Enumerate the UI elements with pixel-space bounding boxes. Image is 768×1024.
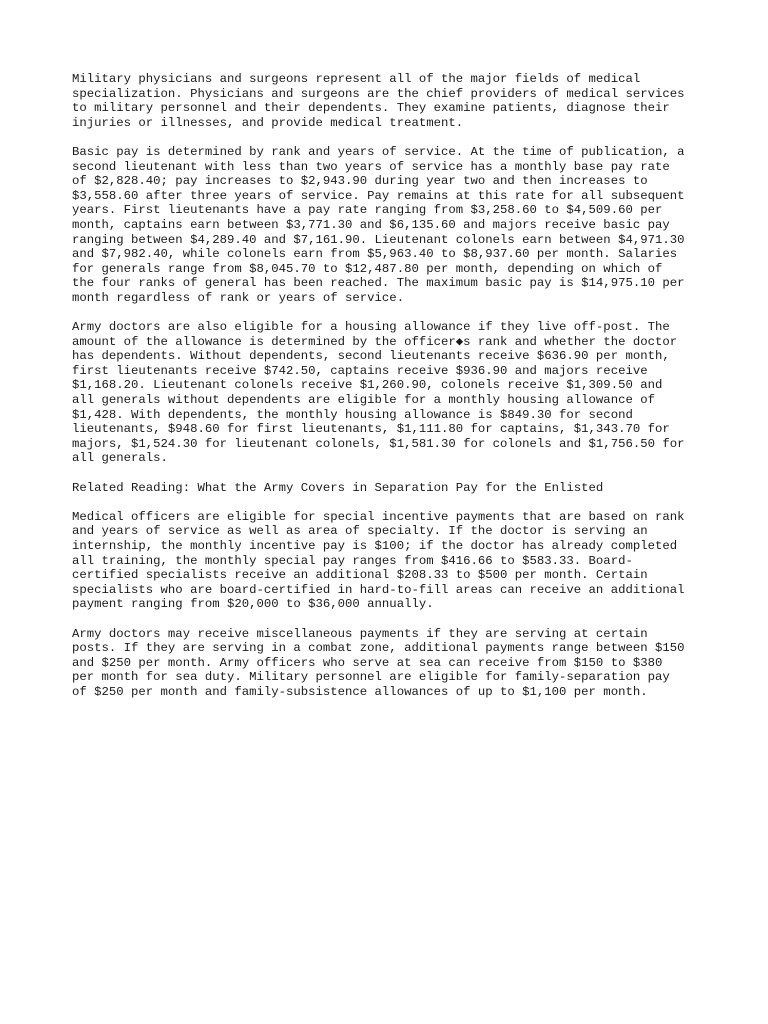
paragraph-miscellaneous-pay: Army doctors may receive miscellaneous payments if they are serving at certain posts. If they are serving in a combat zone, additional payments range between $150 and $250 per month. Army officers who serve at sea can receive from $150 to $380 per month for sea duty. Military personnel are eligible for family-separation pay of $250 per month and family-subsistence allowances of up to $1,100 per month. <box>72 626 685 699</box>
paragraph-housing-allowance: Army doctors are also eligible for a housing allowance if they live off-post. The amount of the allowance is determined by the officer◆s rank and whether the doctor has dependents. Without dependents, second lieutenants receive $636.90 per month, first lieutenants receive $742.50, captains receive $936.90 and majors receive $1,168.20. Lieutenant colonels receive $1,260.90, colonels receive $1,309.50 and all generals without dependents are eligible for a monthly housing allowance of $1,428. With dependents, the monthly housing allowance is $849.30 for second lieutenants, $948.60 for first lieutenants, $1,111.80 for captains, $1,343.70 for majors, $1,524.30 for lieutenant colonels, $1,581.30 for colonels and $1,756.50 for all generals. <box>72 320 685 466</box>
paragraph-incentive-pay: Medical officers are eligible for special incentive payments that are based on rank and years of service as well as area of specialty. If the doctor is serving an internship, the monthly incentive pay is $100; if the doctor has already completed all training, the monthly special pay ranges from $416.66 to $583.33. Board- certified specialists receive an additional $208.33 to $500 per month. Certain specialists who are board-certified in hard-to-fill areas can receive an additional payment ranging from $20,000 to $36,000 annually. <box>72 509 685 612</box>
paragraph-intro: Military physicians and surgeons represent all of the major fields of medical specialization. Physicians and surgeons are the chief providers of medical services to military personnel and their dependents. They examine patients, diagnose their injuries or illnesses, and provide medical treatment. <box>72 72 685 130</box>
related-reading: Related Reading: What the Army Covers in Separation Pay for the Enlisted <box>72 480 604 495</box>
document-body <box>72 72 702 714</box>
paragraph-basic-pay: Basic pay is determined by rank and years of service. At the time of publication, a second lieutenant with less than two years of service has a monthly base pay rate of $2,828.40; pay increases to $2,943.90 during year two and then increases to $3,558.60 after three years of service. Pay remains at this rate for all subsequent years. First lieutenants have a pay rate ranging from $3,258.60 to $4,509.60 per month, captains earn between $3,771.30 and $6,135.60 and majors receive basic pay ranging between $4,289.40 and $7,161.90. Lieutenant colonels earn between $4,971.30 and $7,982.40, while colonels earn from $5,963.40 to $8,937.60 per month. Salaries for generals range from $8,045.70 to $12,487.80 per month, depending on which of the four ranks of general has been reached. The maximum basic pay is $14,975.10 per month regardless of rank or years of service. <box>72 144 685 305</box>
